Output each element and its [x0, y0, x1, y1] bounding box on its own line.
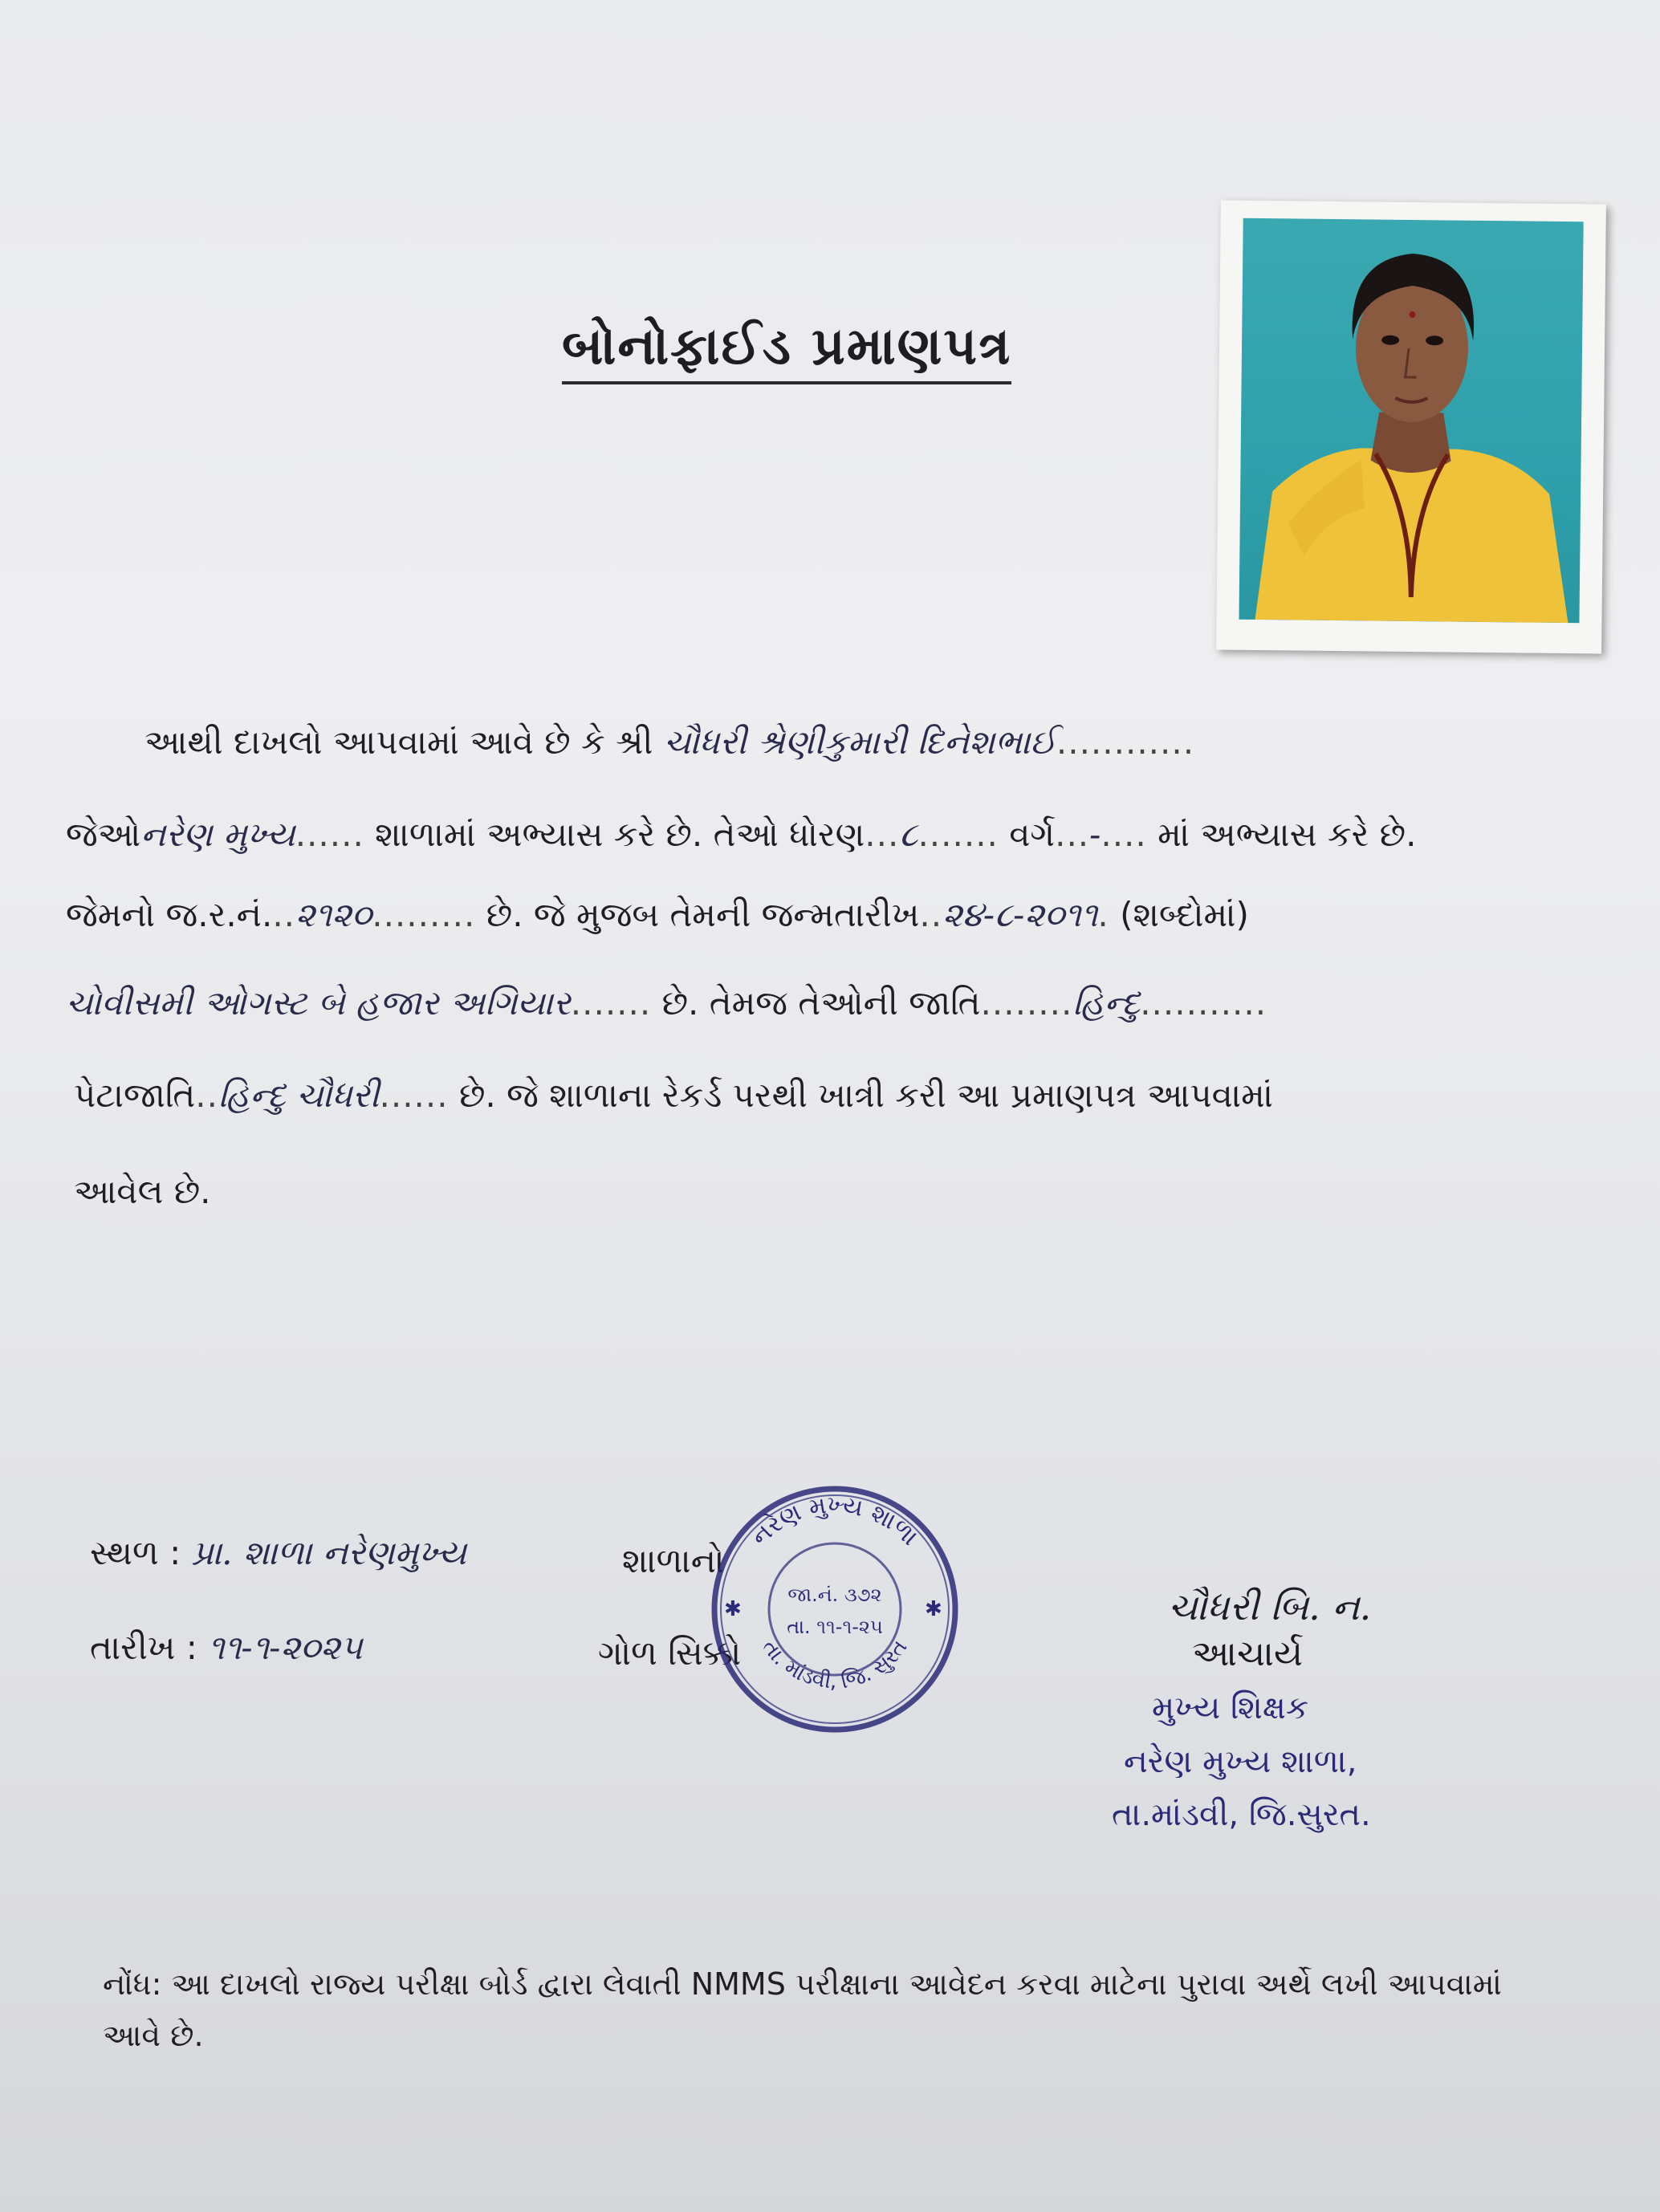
- dotted-fill: ..: [272, 895, 296, 934]
- date-value: ૧૧-૧-૨૦૨૫: [208, 1628, 363, 1667]
- line3-prefix: જેમનો જ.ર.નં.: [66, 895, 273, 934]
- seal-date: તા. ૧૧-૧-૨૫: [787, 1616, 883, 1638]
- stamp-label-line-1: શાળાનો: [622, 1541, 725, 1580]
- line2-mid: શાળામાં અભ્યાસ કરે છે. તેઓ ધોરણ: [375, 815, 865, 854]
- dotted-fill: .......: [570, 983, 652, 1023]
- date-field: [90, 1628, 363, 1668]
- line5-prefix: પેટાજાતિ: [74, 1076, 196, 1115]
- line2-suffix: માં અભ્યાસ કરે છે.: [1158, 815, 1417, 854]
- headmaster-stamp-address: તા.માંડવી, જિ.સુરત.: [1112, 1796, 1371, 1833]
- place-value: પ્રા. શાળા નરેણમુખ્ય: [191, 1533, 467, 1572]
- line3-suffix: (શબ્દોમાં): [1120, 895, 1249, 934]
- line4-mid: છે. તેમજ તેઓની જાતિ: [661, 983, 981, 1023]
- dotted-fill: ............: [1056, 722, 1195, 762]
- star-icon: ✱: [724, 1597, 742, 1621]
- place-label: સ્થળ :: [90, 1533, 181, 1572]
- standard-value: ૮: [899, 815, 918, 854]
- headmaster-stamp-title: મુખ્ય શિક્ષક: [1152, 1689, 1309, 1726]
- body-line-3: [66, 895, 1249, 935]
- date-label: તારીખ :: [90, 1628, 197, 1667]
- certificate-title: બોનોફાઈડ પ્રમાણપત્ર: [562, 317, 1011, 384]
- body-line-5: [74, 1076, 1273, 1116]
- stamp-label-line-2: ગોળ સિક્કો: [598, 1633, 742, 1673]
- line3-mid: છે. જે મુજબ તેમની જન્મતારીખ: [486, 895, 920, 934]
- school-name: નરેણ મુખ્ય: [140, 815, 295, 854]
- seal-top-text: નરેણ મુખ્ય શાળા: [746, 1490, 924, 1551]
- dotted-fill: .: [1097, 895, 1109, 934]
- birth-date-in-words: ચોવીસમી ઓગસ્ટ બે હજાર અગિયાર: [66, 983, 571, 1023]
- dotted-fill: ...: [865, 815, 900, 854]
- dotted-fill: .........: [372, 895, 476, 934]
- line2-prefix: જેઓ: [66, 815, 141, 854]
- birth-date: ૨૪-૮-૨૦૧૧: [942, 895, 1098, 934]
- dotted-fill: ........: [980, 983, 1073, 1023]
- dotted-fill: ..: [919, 895, 943, 934]
- dotted-fill: ......: [295, 815, 364, 854]
- intro-text: આથી દાખલો આપવામાં આવે છે કે શ્રી: [144, 722, 653, 762]
- footnote: નોંધ: આ દાખલો રાજ્ય પરીક્ષા બોર્ડ દ્વારા લેવાતી NMMS પરીક્ષાના આવેદન કરવા માટેના પુરાવા અર્થે લખી આપવામાં આવે છે.: [103, 1966, 1502, 2053]
- dotted-fill: ...: [1055, 815, 1090, 854]
- school-seal: [706, 1481, 963, 1741]
- body-line-4: [66, 983, 1267, 1023]
- dotted-fill: .......: [917, 815, 999, 854]
- place-field: [90, 1533, 466, 1573]
- subcaste-value: હિન્દુ ચૌધરી: [218, 1076, 380, 1115]
- headmaster-stamp-school: નરેણ મુખ્ય શાળા,: [1124, 1743, 1357, 1780]
- seal-bottom-text: તા. માંડવી, જિ. સુરત: [757, 1635, 913, 1694]
- student-photo-frame: [1216, 201, 1606, 654]
- body-line-1: [144, 722, 1194, 762]
- line5-suffix: છે. જે શાળાના રેકર્ડ પરથી ખાત્રી કરી આ પ્રમાણપત્ર આપવામાં: [458, 1076, 1274, 1115]
- dotted-fill: ...........: [1140, 983, 1267, 1023]
- line2-mid2: વર્ગ: [1009, 815, 1056, 854]
- body-line-2: [66, 815, 1417, 855]
- caste-value: હિન્દુ: [1072, 983, 1141, 1023]
- student-photo: [1239, 218, 1583, 623]
- star-icon: ✱: [925, 1597, 942, 1621]
- body-line-6: આવેલ છે.: [74, 1172, 211, 1211]
- student-name: ચૌધરી શ્રેણીકુમારી દિનેશભાઈ: [663, 722, 1056, 762]
- signatory-title: આચાર્ય: [1192, 1633, 1303, 1674]
- gr-number: ૨૧૨૦: [295, 895, 372, 934]
- seal-number: જા.નં. ૩૭૨: [787, 1584, 882, 1606]
- principal-signature: ચૌધરી બિ. ન.: [1168, 1585, 1372, 1629]
- dotted-fill: ......: [379, 1076, 449, 1115]
- division-value: -: [1089, 815, 1101, 854]
- dotted-fill: ..: [195, 1076, 218, 1115]
- dotted-fill: ....: [1101, 815, 1147, 854]
